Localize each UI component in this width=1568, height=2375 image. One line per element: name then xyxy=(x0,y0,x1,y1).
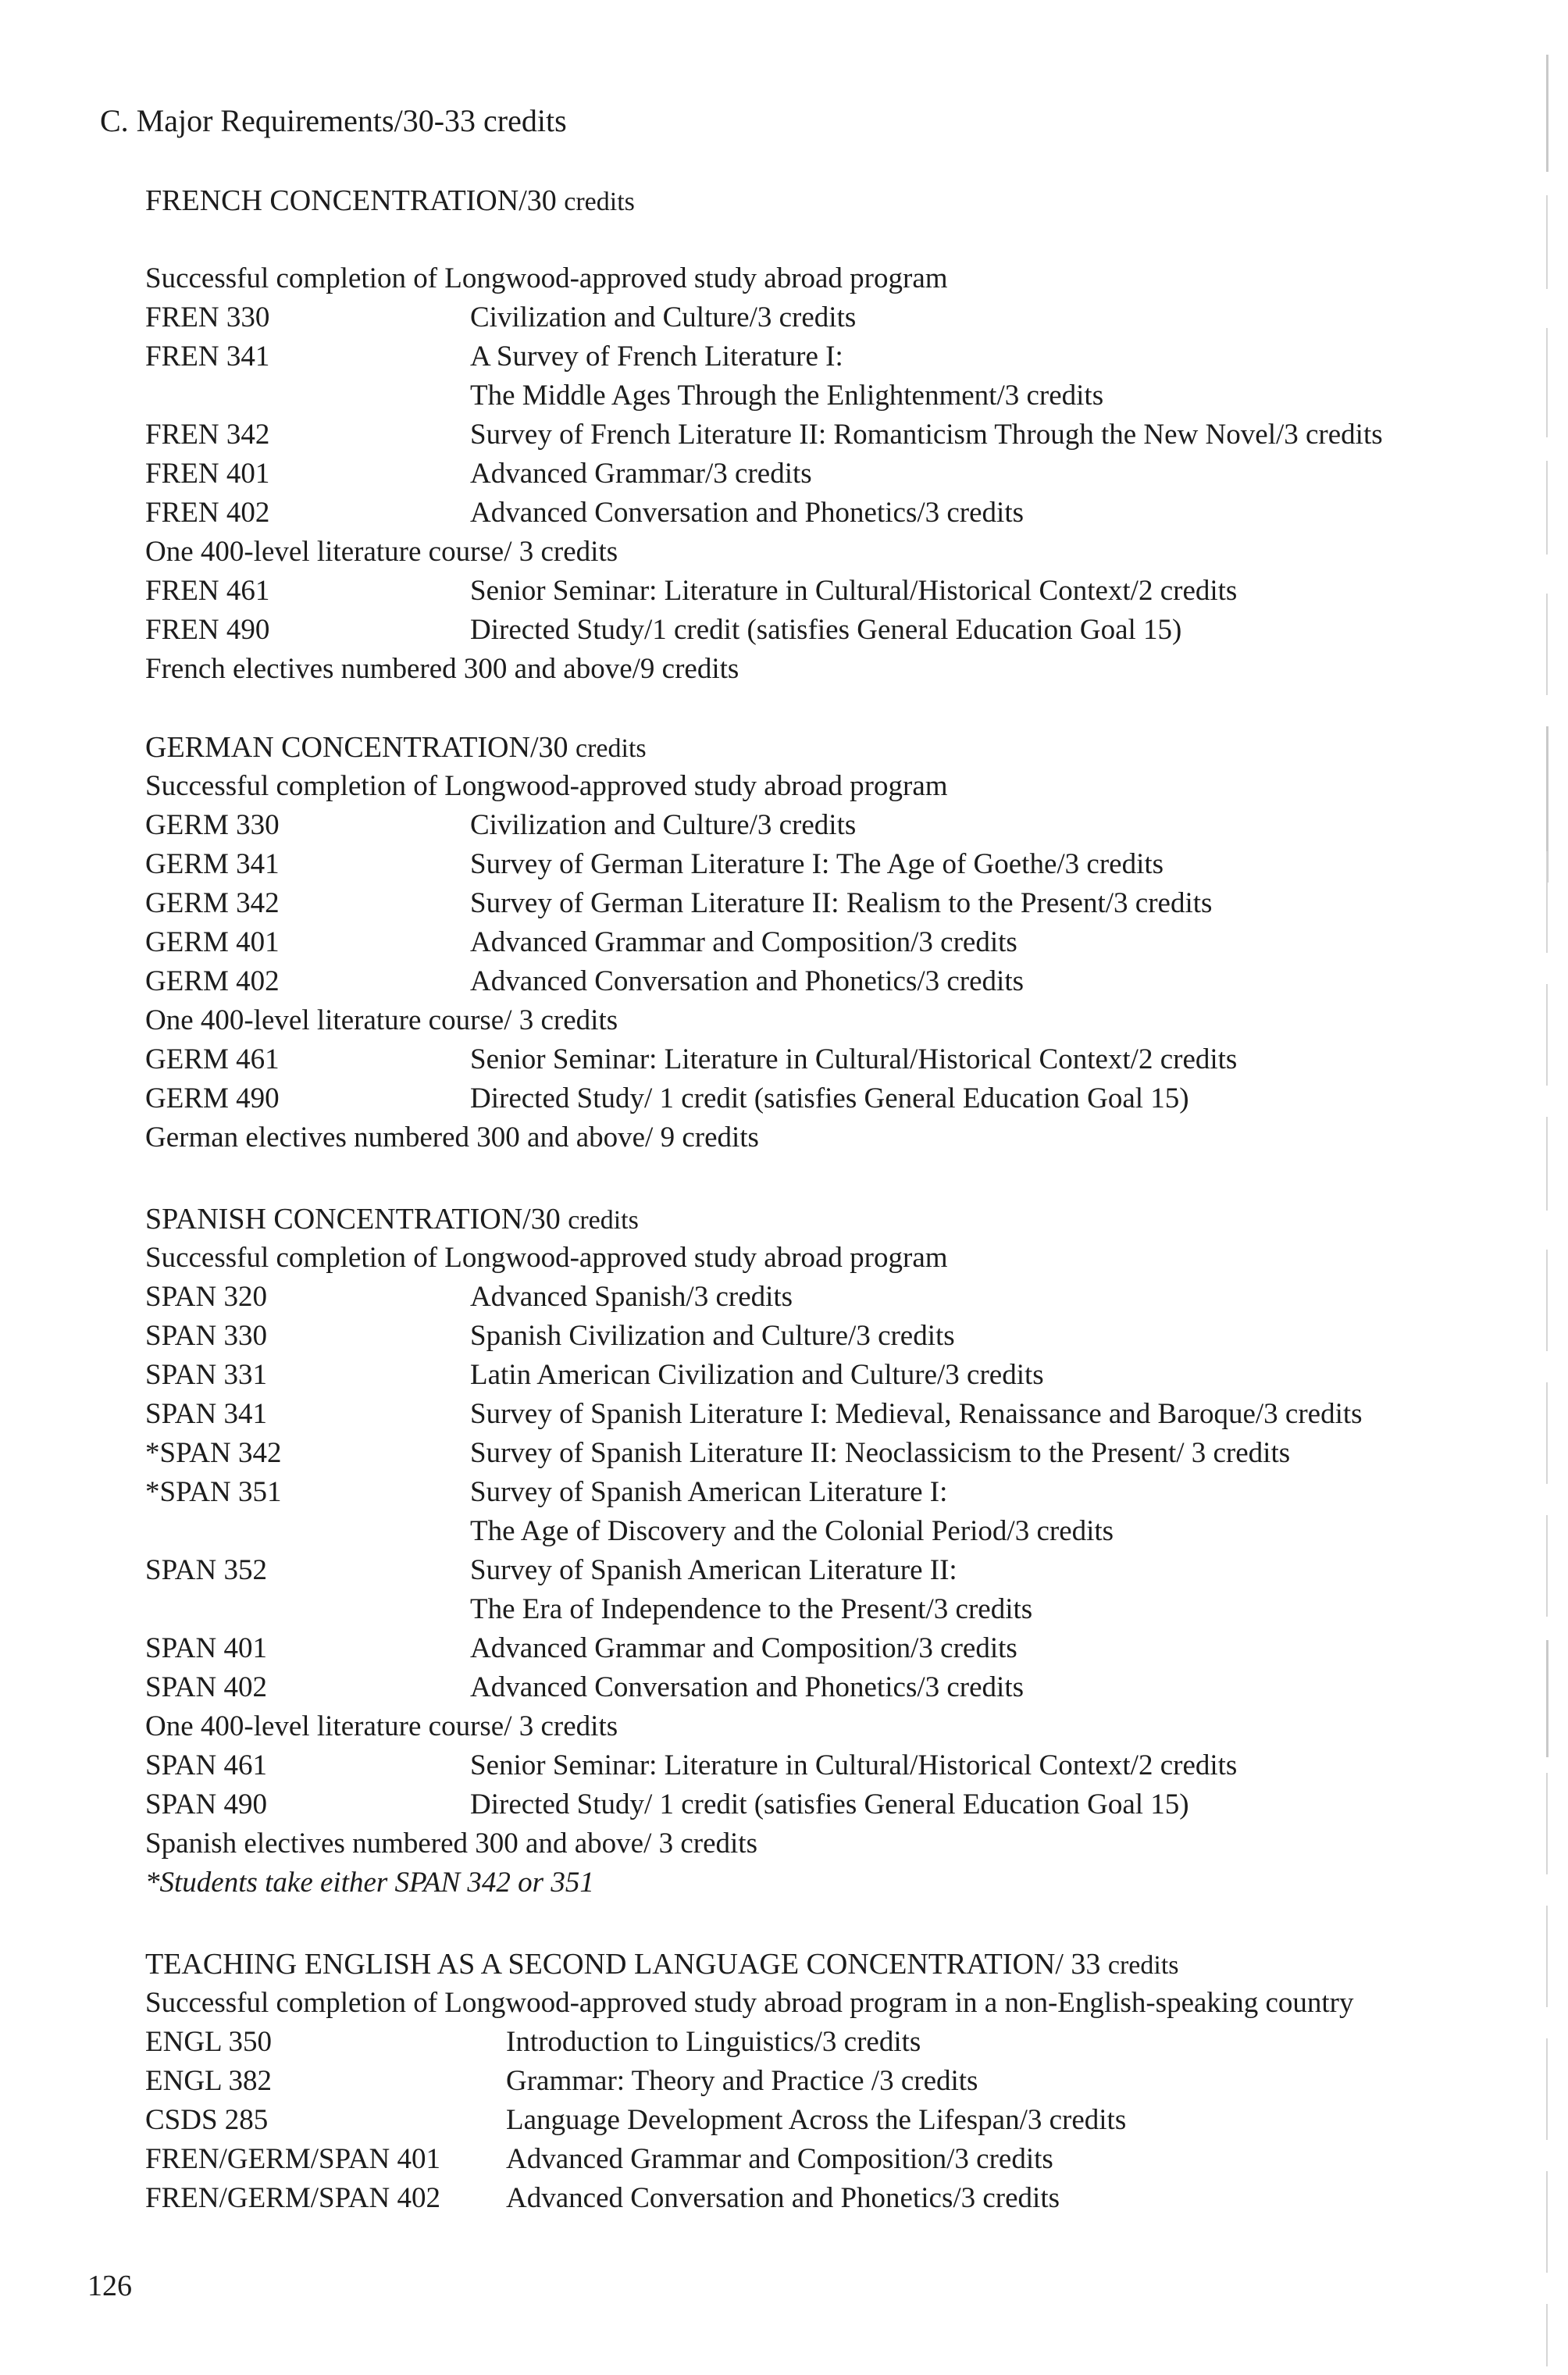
requirement-text: German electives numbered 300 and above/ 9 credits xyxy=(145,1122,759,1154)
course-description: Advanced Grammar and Composition/3 credits xyxy=(506,2143,1053,2175)
requirement-line xyxy=(145,1707,1504,1746)
requirement-list xyxy=(145,767,1504,1157)
german-concentration-section xyxy=(145,728,1504,1157)
requirement-line xyxy=(145,2101,1504,2140)
edge-mark xyxy=(1546,195,1548,289)
requirement-line xyxy=(145,1590,1504,1629)
course-description: Civilization and Culture/3 credits xyxy=(470,809,857,841)
section-title-suffix: credits xyxy=(568,1206,639,1235)
course-code: GERM 330 xyxy=(145,809,280,841)
requirement-line xyxy=(145,884,1504,923)
requirement-line xyxy=(145,2062,1504,2101)
section-title xyxy=(145,728,1504,767)
edge-mark xyxy=(1546,1773,1548,1874)
requirement-line xyxy=(145,533,1504,572)
edge-mark xyxy=(1546,851,1548,953)
requirement-text: Spanish electives numbered 300 and above/ 3 credits xyxy=(145,1828,757,1860)
course-description: Survey of Spanish American Literature II: xyxy=(470,1554,957,1586)
requirement-line xyxy=(145,1434,1504,1473)
requirement-line xyxy=(145,1785,1504,1824)
course-description: Directed Study/ 1 credit (satisfies General Education Goal 15) xyxy=(470,1788,1189,1820)
requirement-line xyxy=(145,1356,1504,1395)
requirement-line xyxy=(145,845,1504,884)
page-number: 126 xyxy=(87,2270,132,2302)
course-code: ENGL 382 xyxy=(145,2065,273,2097)
course-code: SPAN 331 xyxy=(145,1359,267,1391)
requirement-line xyxy=(145,2179,1504,2218)
course-code: FREN 341 xyxy=(145,341,270,373)
course-description: Civilization and Culture/3 credits xyxy=(470,301,857,333)
requirement-line xyxy=(145,1040,1504,1079)
section-title-text: FRENCH CONCENTRATION/30 xyxy=(145,184,557,217)
requirement-line xyxy=(145,1473,1504,1512)
course-description: Advanced Conversation and Phonetics/3 credits xyxy=(470,1671,1024,1703)
course-code: SPAN 341 xyxy=(145,1398,267,1430)
requirement-line xyxy=(145,1317,1504,1356)
course-description: Survey of Spanish Literature I: Medieval, Renaissance and Baroque/3 credits xyxy=(470,1398,1363,1430)
footnote-text: *Students take either SPAN 342 or 351 xyxy=(145,1867,594,1899)
course-code: SPAN 402 xyxy=(145,1671,267,1703)
course-description: Senior Seminar: Literature in Cultural/Historical Context/2 credits xyxy=(470,1749,1238,1781)
edge-mark xyxy=(1546,1515,1548,1617)
requirement-line xyxy=(145,1629,1504,1668)
course-description: Advanced Conversation and Phonetics/3 credits xyxy=(470,497,1024,529)
course-description: Survey of French Literature II: Romanticism Through the New Novel/3 credits xyxy=(470,419,1383,451)
course-description: Advanced Conversation and Phonetics/3 credits xyxy=(506,2182,1060,2214)
requirement-text: Successful completion of Longwood-approved study abroad program in a non-English-speaking country xyxy=(145,1987,1354,2019)
requirement-line xyxy=(145,2140,1504,2179)
section-title-text: GERMAN CONCENTRATION/30 xyxy=(145,731,568,764)
requirement-line xyxy=(145,1551,1504,1590)
requirement-text: One 400-level literature course/ 3 credits xyxy=(145,1710,618,1742)
page-heading: C. Major Requirements/30-33 credits xyxy=(100,103,567,138)
requirement-line xyxy=(145,337,1504,376)
course-description: Senior Seminar: Literature in Cultural/Historical Context/2 credits xyxy=(470,1043,1238,1075)
requirement-line xyxy=(145,1239,1504,1278)
requirement-list xyxy=(145,259,1504,689)
requirement-line xyxy=(145,1079,1504,1118)
requirement-line xyxy=(145,962,1504,1001)
edge-mark xyxy=(1546,2304,1548,2366)
course-description: Advanced Conversation and Phonetics/3 credits xyxy=(470,965,1024,997)
requirement-line xyxy=(145,455,1504,494)
section-title-suffix: credits xyxy=(1107,1951,1179,1980)
course-description: Directed Study/1 credit (satisfies General Education Goal 15) xyxy=(470,614,1182,646)
course-code: SPAN 330 xyxy=(145,1320,267,1352)
course-code: GERM 341 xyxy=(145,848,280,880)
section-title-text: SPANISH CONCENTRATION/30 xyxy=(145,1203,561,1236)
requirement-text: Successful completion of Longwood-approved study abroad program xyxy=(145,770,948,802)
requirement-line xyxy=(145,494,1504,533)
requirement-line xyxy=(145,1001,1504,1040)
requirement-line xyxy=(145,611,1504,650)
course-code: *SPAN 351 xyxy=(145,1476,282,1508)
requirement-line xyxy=(145,806,1504,845)
tesl-concentration-section xyxy=(145,1945,1504,2218)
course-code: GERM 461 xyxy=(145,1043,280,1075)
course-description: Grammar: Theory and Practice /3 credits xyxy=(506,2065,978,2097)
course-code: FREN 461 xyxy=(145,575,270,607)
course-description: Survey of Spanish Literature II: Neoclassicism to the Present/ 3 credits xyxy=(470,1437,1291,1469)
edge-mark xyxy=(1546,1906,1548,2007)
course-code: FREN 490 xyxy=(145,614,270,646)
course-code: FREN 401 xyxy=(145,458,270,490)
edge-mark xyxy=(1546,461,1548,555)
requirement-text: French electives numbered 300 and above/9 credits xyxy=(145,653,739,685)
edge-mark xyxy=(1546,594,1548,695)
course-description: Introduction to Linguistics/3 credits xyxy=(506,2026,921,2058)
requirement-line xyxy=(145,767,1504,806)
requirement-line xyxy=(145,572,1504,611)
course-description: Survey of German Literature II: Realism to the Present/3 credits xyxy=(470,887,1213,919)
edge-mark xyxy=(1546,984,1548,1086)
course-description: The Era of Independence to the Present/3 credits xyxy=(470,1593,1033,1625)
edge-mark xyxy=(1546,328,1548,437)
course-code: FREN/GERM/SPAN 402 xyxy=(145,2182,440,2214)
course-code: GERM 490 xyxy=(145,1082,280,1114)
requirement-line xyxy=(145,1984,1504,2023)
course-code: FREN 342 xyxy=(145,419,270,451)
edge-mark xyxy=(1546,1250,1548,1351)
section-title-text: TEACHING ENGLISH AS A SECOND LANGUAGE CONCENTRATION/ 33 xyxy=(145,1948,1101,1981)
edge-mark xyxy=(1546,2038,1548,2140)
requirement-line xyxy=(145,259,1504,298)
french-concentration-section xyxy=(145,181,1504,689)
course-description: The Age of Discovery and the Colonial Period/3 credits xyxy=(470,1515,1114,1547)
requirement-line xyxy=(145,376,1504,415)
requirement-text: Successful completion of Longwood-approved study abroad program xyxy=(145,262,948,294)
course-code: GERM 342 xyxy=(145,887,280,919)
section-title xyxy=(145,181,1504,220)
section-title xyxy=(145,1945,1504,1984)
course-code: SPAN 461 xyxy=(145,1749,267,1781)
course-code: FREN/GERM/SPAN 401 xyxy=(145,2143,440,2175)
spanish-concentration-section xyxy=(145,1200,1504,1902)
course-code: SPAN 401 xyxy=(145,1632,267,1664)
course-description: Directed Study/ 1 credit (satisfies General Education Goal 15) xyxy=(470,1082,1189,1114)
course-code: GERM 402 xyxy=(145,965,280,997)
course-code: GERM 401 xyxy=(145,926,280,958)
course-description: Survey of Spanish American Literature I: xyxy=(470,1476,948,1508)
course-description: Survey of German Literature I: The Age of Goethe/3 credits xyxy=(470,848,1164,880)
course-code: FREN 330 xyxy=(145,301,270,333)
requirement-text: One 400-level literature course/ 3 credits xyxy=(145,1004,618,1036)
requirement-list xyxy=(145,1239,1504,1863)
requirement-line xyxy=(145,1824,1504,1863)
section-title-suffix: credits xyxy=(564,187,635,216)
requirement-line xyxy=(145,1746,1504,1785)
edge-mark xyxy=(1546,55,1548,172)
requirement-list xyxy=(145,1984,1504,2218)
section-title xyxy=(145,1200,1504,1239)
requirement-line xyxy=(145,650,1504,689)
requirement-line xyxy=(145,1395,1504,1434)
edge-mark xyxy=(1546,2171,1548,2273)
course-code: SPAN 320 xyxy=(145,1281,267,1313)
course-description: Advanced Spanish/3 credits xyxy=(470,1281,793,1313)
course-description: Advanced Grammar and Composition/3 credits xyxy=(470,926,1017,958)
section-title-suffix: credits xyxy=(576,734,647,763)
course-description: Language Development Across the Lifespan/3 credits xyxy=(506,2104,1127,2136)
edge-mark xyxy=(1546,1640,1548,1757)
course-description: Latin American Civilization and Culture/3 credits xyxy=(470,1359,1044,1391)
course-code: SPAN 490 xyxy=(145,1788,267,1820)
course-code: *SPAN 342 xyxy=(145,1437,282,1469)
course-description: Advanced Grammar/3 credits xyxy=(470,458,812,490)
requirement-line xyxy=(145,2023,1504,2062)
requirement-line xyxy=(145,415,1504,455)
course-code: ENGL 350 xyxy=(145,2026,273,2058)
requirement-text: Successful completion of Longwood-approved study abroad program xyxy=(145,1242,948,1274)
requirement-line xyxy=(145,1512,1504,1551)
course-code: FREN 402 xyxy=(145,497,270,529)
edge-mark xyxy=(1546,1117,1548,1211)
edge-mark xyxy=(1546,1382,1548,1484)
course-description: Spanish Civilization and Culture/3 credits xyxy=(470,1320,955,1352)
requirement-line xyxy=(145,1278,1504,1317)
footnote xyxy=(145,1863,1504,1902)
requirement-line xyxy=(145,298,1504,337)
requirement-line xyxy=(145,1118,1504,1157)
course-description: Senior Seminar: Literature in Cultural/Historical Context/2 credits xyxy=(470,575,1238,607)
requirement-text: One 400-level literature course/ 3 credits xyxy=(145,536,618,568)
course-code: CSDS 285 xyxy=(145,2104,269,2136)
course-description: The Middle Ages Through the Enlightenment/3 credits xyxy=(470,380,1104,412)
course-description: Advanced Grammar and Composition/3 credits xyxy=(470,1632,1017,1664)
course-code: SPAN 352 xyxy=(145,1554,267,1586)
course-description: A Survey of French Literature I: xyxy=(470,341,843,373)
requirement-line xyxy=(145,1668,1504,1707)
requirement-line xyxy=(145,923,1504,962)
